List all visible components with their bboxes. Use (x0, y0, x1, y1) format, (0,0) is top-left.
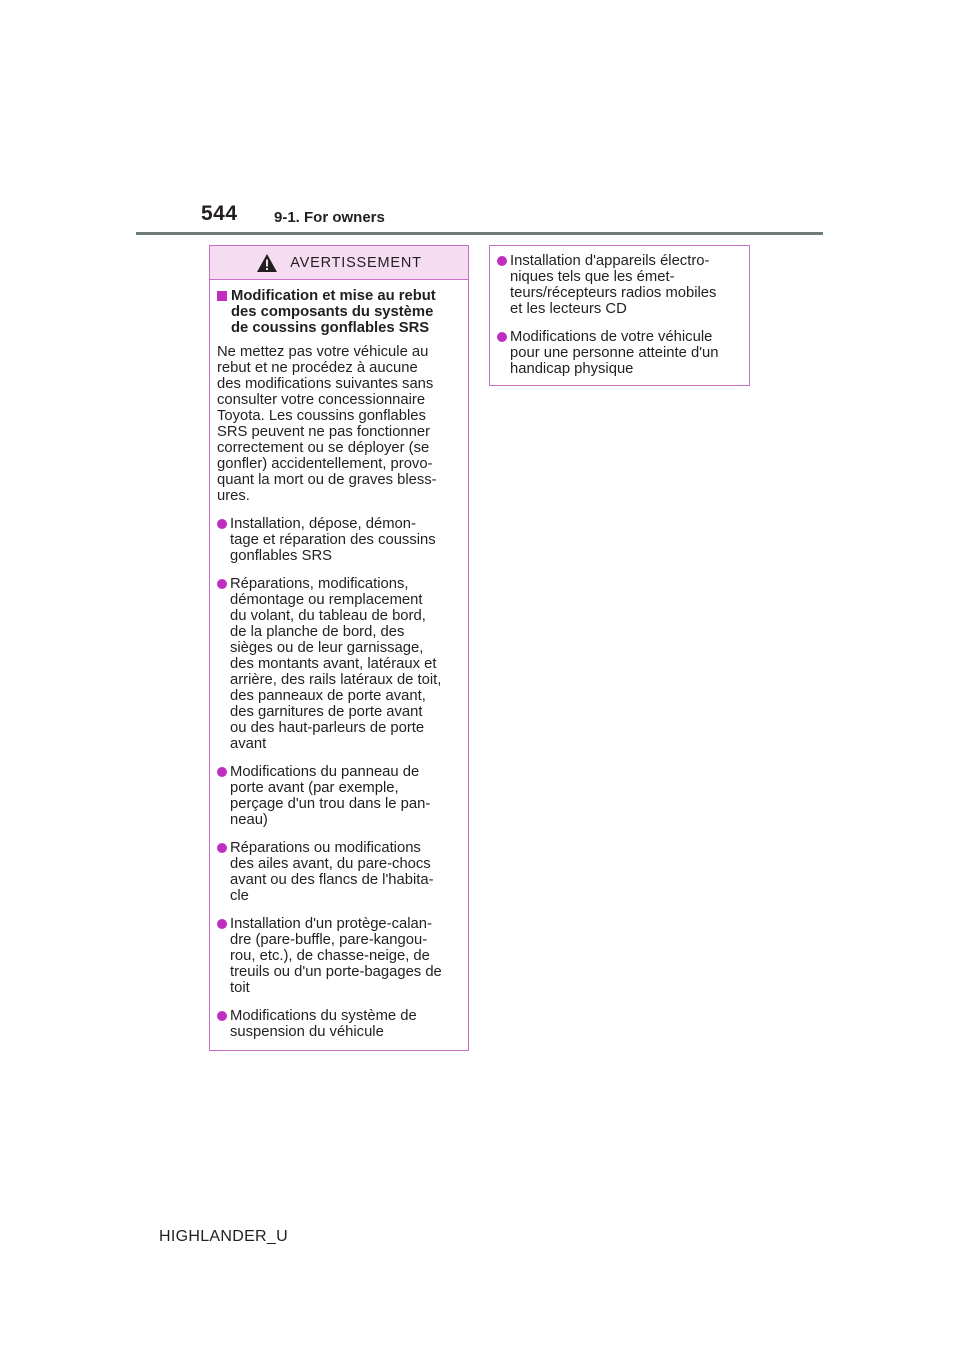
list-item-text: Réparations ou modifications des ailes avant, du pare-chocs avant ou des flancs de l'habita- cle (230, 840, 434, 904)
list-item (217, 1008, 460, 1040)
section-title: 9-1. For owners (274, 209, 385, 226)
list-item-text: Installation, dépose, démon- tage et réparation des coussins gonflables SRS (230, 516, 436, 564)
header-rule (136, 232, 823, 235)
warning-title: AVERTISSEMENT (290, 254, 422, 271)
warning-box-continued (489, 245, 750, 386)
bullet-dot-icon (217, 1011, 227, 1021)
bullet-dot-icon (217, 519, 227, 529)
warning-box (209, 245, 469, 1051)
square-bullet-icon (217, 291, 227, 301)
warning-triangle-icon (256, 253, 278, 273)
warning-subhead (217, 288, 460, 336)
list-item (497, 329, 741, 377)
list-item-text: Installation d'appareils électro- niques tels que les émet- teurs/récepteurs radios mobiles et les lecteurs CD (510, 253, 717, 317)
list-item-text: Modifications du système de suspension du véhicule (230, 1008, 417, 1040)
list-item (497, 253, 741, 317)
footer-model: HIGHLANDER_U (159, 1228, 288, 1245)
bullet-dot-icon (217, 843, 227, 853)
list-item-text: Installation d'un protège-calan- dre (pare-buffle, pare-kangou- rou, etc.), de chasse-neige, de treuils ou d'un porte-bagages de toit (230, 916, 442, 996)
list-item (217, 516, 460, 564)
list-item (217, 764, 460, 828)
bullet-dot-icon (217, 919, 227, 929)
page-number: 544 (201, 202, 238, 225)
list-item-text: Réparations, modifications, démontage ou remplacement du volant, du tableau de bord, de la planche de bord, des sièges ou de leur garnissage, des montants avant, latéraux et arrière, des rails latéraux de toit, des panneaux de porte avant, des garnitures de porte avant ou des haut-parleurs de porte avant (230, 576, 442, 752)
list-item (217, 576, 460, 752)
warning-subhead-text: Modification et mise au rebut des composants du système de coussins gonflables SRS (231, 288, 436, 336)
bullet-dot-icon (497, 256, 507, 266)
list-item-text: Modifications de votre véhicule pour une personne atteinte d'un handicap physique (510, 329, 719, 377)
bullet-dot-icon (217, 579, 227, 589)
warning-intro: Ne mettez pas votre véhicule au rebut et ne procédez à aucune des modifications suivantes sans consulter votre concessionnaire Toyota. Les coussins gonflables SRS peuvent ne pas fonctionner correctement ou se déployer (se gonfler) accidentellement, provo- quant la mort ou de graves bless- ures. (217, 344, 437, 504)
bullet-dot-icon (497, 332, 507, 342)
warning-header (210, 246, 468, 280)
list-item (217, 916, 460, 996)
list-item-text: Modifications du panneau de porte avant (par exemple, perçage d'un trou dans le pan- neau) (230, 764, 431, 828)
warning-body-right (490, 246, 749, 377)
list-item (217, 840, 460, 904)
warning-body-left (210, 280, 468, 1040)
bullet-dot-icon (217, 767, 227, 777)
bullet-list-left (217, 516, 460, 1040)
